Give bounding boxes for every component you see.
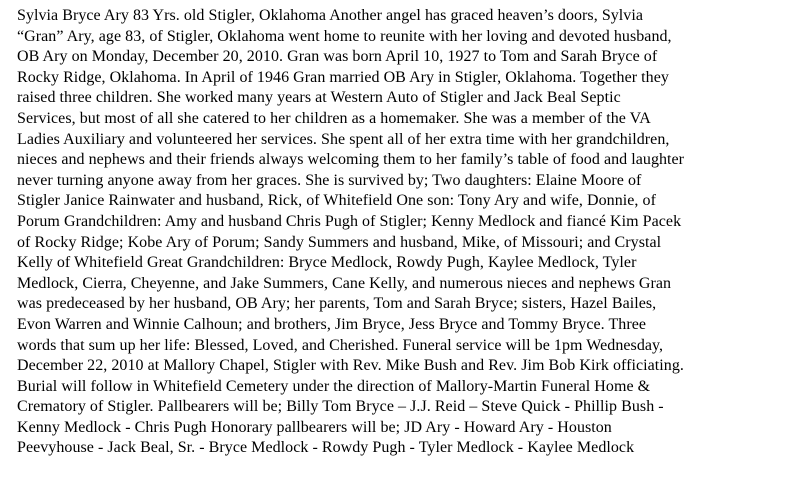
text-line: Kelly of Whitefield Great Grandchildren: Bryce Medlock, Rowdy Pugh, Kaylee Medlock, Tyler — [17, 254, 637, 272]
text-line: nieces and nephews and their friends always welcoming them to her family’s table of food and laughter — [17, 151, 685, 169]
text-line: Sylvia Bryce Ary 83 Yrs. old Stigler, Oklahoma Another angel has graced heaven’s doors, Sylvia — [17, 7, 644, 24]
text-line: OB Ary on Monday, December 20, 2010. Gran was born April 10, 1927 to Tom and Sarah Bryce of — [17, 48, 658, 66]
text-line: raised three children. She worked many years at Western Auto of Stigler and Jack Beal Septic — [17, 89, 621, 107]
text-line: Kenny Medlock - Chris Pugh Honorary pallbearers will be; JD Ary - Howard Ary - Houston — [17, 418, 612, 436]
text-line: December 22, 2010 at Mallory Chapel, Stigler with Rev. Mike Bush and Rev. Jim Bob Kirk officiating. — [17, 357, 684, 375]
text-line: never turning anyone away from her graces. She is survived by; Two daughters: Elaine Moore of — [17, 171, 642, 189]
text-line: Stigler Janice Rainwater and husband, Rick, of Whitefield One son: Tony Ary and wife, Donnie, of — [17, 192, 656, 210]
text-line: Rocky Ridge, Oklahoma. In April of 1946 Gran married OB Ary in Stigler, Oklahoma. Together they — [17, 68, 669, 86]
text-line: Porum Grandchildren: Amy and husband Chris Pugh of Stigler; Kenny Medlock and fiancé Kim Pacek — [17, 212, 682, 230]
text-line: Evon Warren and Winnie Calhoun; and brothers, Jim Bryce, Jess Bryce and Tommy Bryce. Three — [17, 315, 647, 333]
text-line: Ladies Auxiliary and volunteered her services. She spent all of her extra time with her grandchildren, — [17, 130, 670, 148]
text-line: “Gran” Ary, age 83, of Stigler, Oklahoma went home to reunite with her loving and devoted husband, — [17, 27, 672, 45]
text-line: Peevyhouse - Jack Beal, Sr. - Bryce Medlock - Rowdy Pugh - Tyler Medlock - Kaylee Medlock — [17, 439, 635, 457]
text-line: words that sum up her life: Blessed, Loved, and Cherished. Funeral service will be 1pm Wednesday, — [17, 336, 664, 354]
text-line: of Rocky Ridge; Kobe Ary of Porum; Sandy Summers and husband, Mike, of Missouri; and Crystal — [17, 233, 662, 251]
obituary-text — [17, 6, 792, 459]
text-line: was predeceased by her husband, OB Ary; her parents, Tom and Sarah Bryce; sisters, Hazel Bailes, — [17, 295, 657, 313]
text-line: Burial will follow in Whitefield Cemetery under the direction of Mallory-Martin Funeral Home & — [17, 377, 651, 395]
text-line: Crematory of Stigler. Pallbearers will be; Billy Tom Bryce – J.J. Reid – Steve Quick - Phillip Bush - — [17, 398, 664, 416]
text-line: Services, but most of all she catered to her children as a homemaker. She was a member of the VA — [17, 109, 651, 127]
text-line: Medlock, Cierra, Cheyenne, and Jake Summers, Cane Kelly, and numerous nieces and nephews Gran — [17, 274, 672, 292]
